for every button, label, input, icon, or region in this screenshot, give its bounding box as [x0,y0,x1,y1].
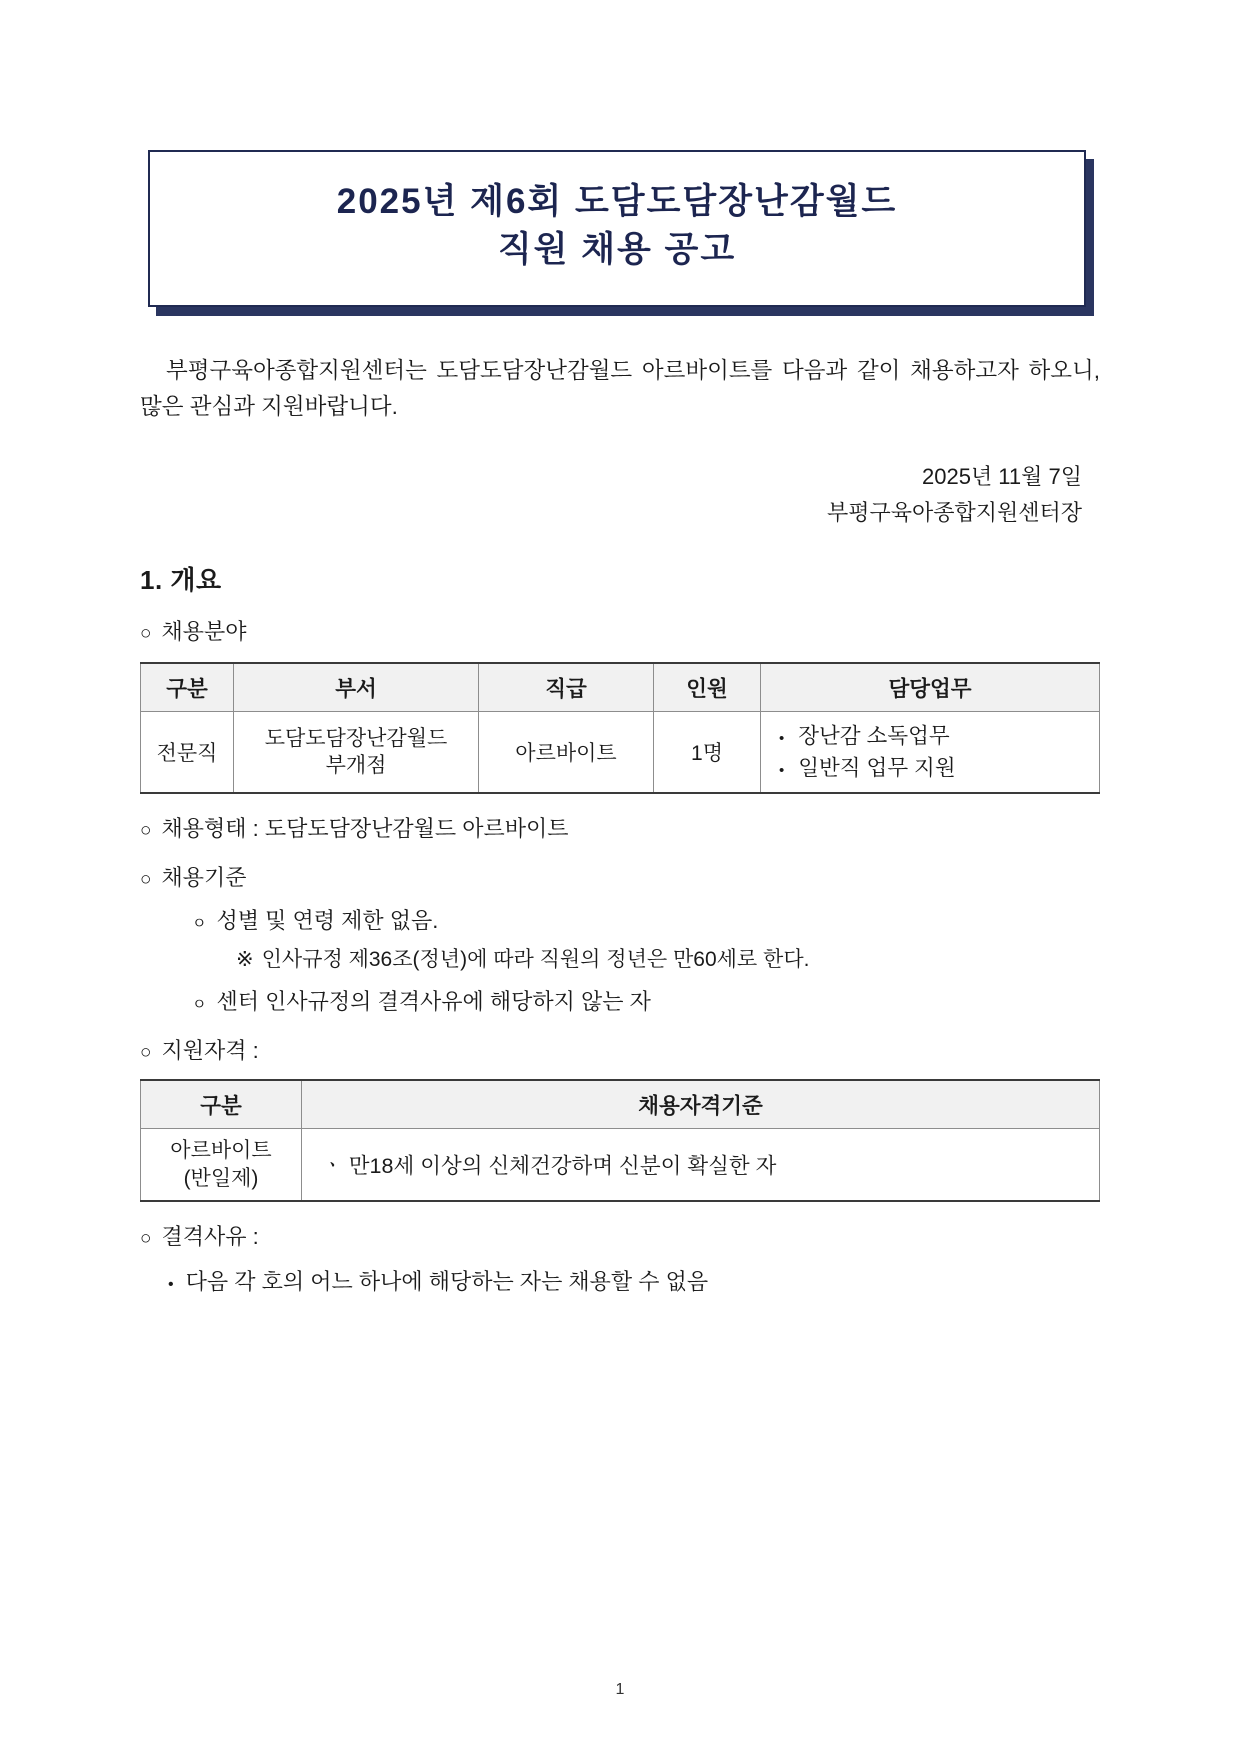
th-rank: 직급 [479,663,654,712]
cell-qual-gubun [141,1129,302,1201]
intro-text: 부평구육아종합지원센터는 도담도담장난감월드 아르바이트를 다음과 같이 채용하고자 하오니, 많은 관심과 지원바랍니다. [140,357,1100,420]
th-qual-criteria: 채용자격기준 [302,1080,1100,1129]
duty-item [779,752,1093,784]
bullet-qualification [140,1034,1100,1065]
document-title-line-2: 직원 채용 공고 [497,230,737,270]
reference-mark-icon: ※ [236,948,254,972]
announcement-date: 2025년 11월 7일 [922,464,1082,490]
duty-text: 장난감 소독업무 [798,723,950,748]
cell-qual-gubun-line-2: (반일제) [183,1166,259,1190]
bullet-recruit-type [140,812,1100,843]
label-recruit-type: 채용형태 : 도담도담장난감월드 아르바이트 [161,816,569,842]
small-circle-bullet-icon: ㅇ [192,996,207,1014]
section-heading-overview: 1. 개요 [140,564,222,595]
label-qualification: 지원자격 : [161,1038,259,1064]
intro-paragraph [140,353,1100,426]
th-duty: 담당업무 [761,663,1100,712]
qualification-table [140,1079,1100,1202]
label-disqualification: 결격사유 : [161,1223,259,1249]
circle-bullet-icon: ○ [140,1227,152,1249]
standard-item-1-text: 성별 및 연령 제한 없음. [216,908,439,934]
cell-department [234,711,479,793]
title-banner [148,150,1086,307]
th-qual-gubun: 구분 [141,1080,302,1129]
circle-bullet-icon: ○ [140,869,152,891]
issuer-name: 부평구육아종합지원센터장 [826,499,1082,525]
circle-bullet-icon: ○ [140,820,152,842]
standard-item-2 [192,985,1100,1016]
cell-department-line-1: 도담도담장난감월드 [264,726,448,750]
th-department: 부서 [234,663,479,712]
standard-note-text: 인사규정 제36조(정년)에 따라 직원의 정년은 만60세로 한다. [261,948,810,972]
table-header-row [141,1080,1100,1129]
label-recruit-field: 채용분야 [161,618,247,644]
small-circle-bullet-icon: ㅇ [192,915,207,933]
title-box [148,150,1086,307]
bullet-disqualification [140,1220,1100,1251]
bullet-recruit-field [140,615,1100,646]
standard-item-1 [192,904,1100,935]
cell-qual-criteria-text: 만18세 이상의 신체건강하며 신분이 확실한 자 [348,1154,777,1179]
signature-block [140,459,1100,529]
recruit-field-table [140,662,1100,795]
cell-department-line-2: 부개점 [325,754,387,778]
cell-count: 1명 [654,711,761,793]
table-row [141,711,1100,793]
dot-bullet-icon: • [779,762,785,780]
duty-text: 일반직 업무 지원 [798,756,956,781]
page-number: 1 [615,1681,625,1698]
th-count: 인원 [654,663,761,712]
duty-item [779,720,1093,752]
cell-rank: 아르바이트 [479,711,654,793]
table-row [141,1129,1100,1201]
table-header-row [141,663,1100,712]
bullet-recruit-standard [140,861,1100,892]
cell-qual-gubun-line-1: 아르바이트 [170,1139,272,1163]
dot-bullet-icon: • [779,729,785,747]
dot-bullet-icon: • [168,1275,174,1293]
disqualification-item-text: 다음 각 호의 어느 하나에 해당하는 자는 채용할 수 없음 [185,1268,709,1294]
cell-duties [761,711,1100,793]
middot-icon: ㆍ [322,1154,343,1179]
circle-bullet-icon: ○ [140,622,152,644]
circle-bullet-icon: ○ [140,1042,152,1064]
cell-gubun: 전문직 [141,711,234,793]
standard-note [236,943,1100,973]
label-recruit-standard: 채용기준 [161,865,247,891]
cell-qual-criteria [302,1129,1100,1201]
disqualification-item [168,1265,1100,1296]
standard-item-2-text: 센터 인사규정의 결격사유에 해당하지 않는 자 [216,989,651,1015]
document-title-line-1: 2025년 제6회 도담도담장난감월드 [336,182,898,221]
th-gubun: 구분 [141,663,234,712]
